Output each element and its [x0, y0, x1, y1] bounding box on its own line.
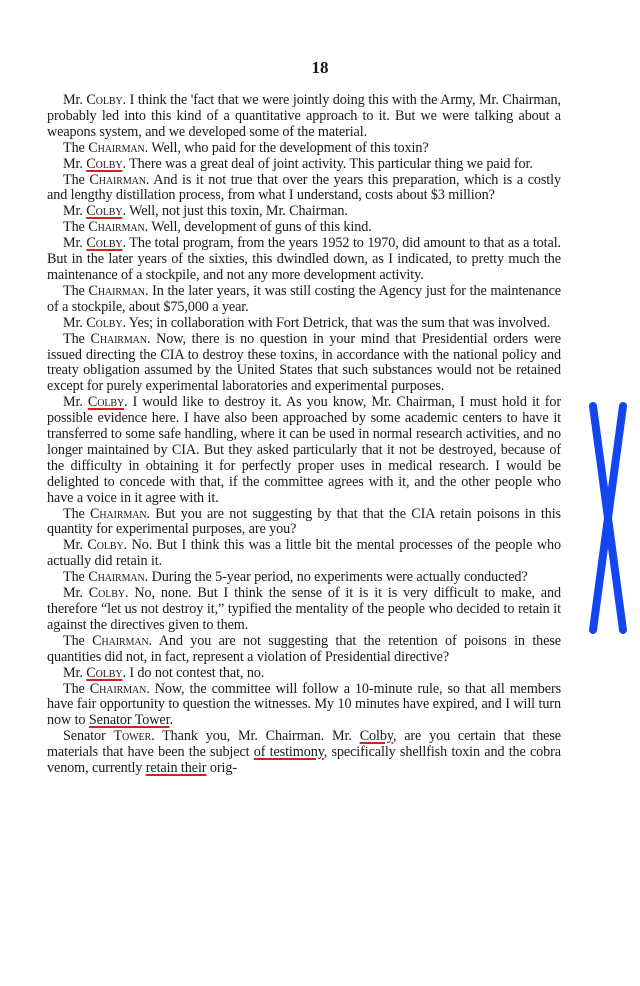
text-run: Mr. [63, 155, 87, 172]
text-run: The [63, 680, 90, 697]
paragraph [47, 666, 561, 682]
text-run: The [63, 171, 90, 188]
speaker-name: Colby [86, 314, 123, 331]
paragraph [47, 507, 561, 539]
text-run: . Well, development of guns of this kind. [144, 219, 372, 236]
text-run: . Yes; in collaboration with Fort Detrick, that was the sum that was involved. [122, 314, 551, 331]
paragraph [47, 332, 561, 396]
speaker-name: Colby [86, 203, 123, 220]
text-run: . No, none. But I think the sense of it is it is very difficult to make, and therefore “let us not destroy it,” typified the mentality of the people who decided to retain it against the directives given to them. [47, 585, 561, 633]
paragraph [47, 173, 561, 205]
text-run: Mr. [63, 203, 87, 220]
speaker-name: Chairman [88, 139, 145, 156]
speaker-name: Colby [86, 664, 123, 681]
speaker-name: Colby [87, 394, 125, 411]
speaker-name: Colby [86, 155, 123, 172]
speaker-name: Chairman [88, 569, 145, 586]
text-run: Mr. [63, 537, 88, 554]
paragraph [47, 157, 561, 173]
speaker-name: Chairman [89, 680, 147, 697]
page-number: 18 [311, 58, 329, 77]
speaker-name: Colby [87, 537, 124, 554]
text-run: Colby [359, 728, 393, 745]
paragraph [47, 316, 561, 332]
text-run: . Now, there is no question in your mind that Presidential orders were issued directing the CIA to destroy these toxins, in accordance with the national policy and treaty obligation assumed by the United States that such substances would not be retained except for purely experimental laboratories and experimental purposes. [47, 330, 561, 395]
paragraph [47, 586, 561, 634]
text-run: . And is it not true that over the years this preparation, which is a costly and lengthy distillation process, from what I understand, costs about $3 million? [47, 171, 561, 204]
speaker-name: Chairman [88, 282, 145, 299]
speaker-name: Chairman [92, 632, 149, 649]
margin-annotation-x-mark [588, 402, 628, 634]
text-run: . I would like to destroy it. As you know, Mr. Chairman, I must hold it for possible evidence here. I have also been approached by some academic centers to have it transferred to some safe handling, where it can be used in normal research activities, and no longer maintained by CIA. But they asked particularly that it not be destroyed, because of the difficulty in obtaining it for perfectly proper uses in medical research. I would be delighted to concede with that, if the committee agrees with it, and the other people who have a voice in it agree with it. [47, 394, 561, 506]
speaker-name: Chairman [90, 505, 147, 522]
paragraph [47, 729, 561, 777]
text-run: . During the 5-year period, no experiments were actually conducted? [144, 569, 528, 586]
text-run: The [63, 330, 91, 347]
text-run: . [169, 712, 173, 729]
text-run: . I do not contest that, no. [122, 664, 265, 681]
text-run: . The total program, from the years 1952 to 1970, did amount to that as a total. But in the later years of the sixties, this dwindled down, as I indicated, to pretty much the maintenance of a stockpile, and not any more development activity. [47, 235, 561, 283]
paragraph [47, 284, 561, 316]
paragraph [47, 570, 561, 586]
text-run: Mr. [63, 92, 87, 108]
text-run: Mr. [63, 314, 87, 331]
text-run: Senator [63, 728, 114, 745]
speaker-name: Tower [113, 728, 152, 745]
paragraph [47, 236, 561, 284]
text-run: . There was a great deal of joint activity. This particular thing we paid for. [122, 155, 533, 172]
text-run: . Now, the committee will follow a 10-minute rule, so that all members have fair opportunity to question the witnesses. My 10 minutes have expired, and I will turn now to [47, 680, 561, 729]
text-run: . And you are not suggesting that the retention of poisons in these quantities did not, in fact, represent a violation of Presidential directive? [47, 632, 561, 665]
text-run: . Well, not just this toxin, Mr. Chairman. [122, 203, 348, 220]
text-run: retain their [145, 760, 207, 777]
text-run: The [63, 139, 89, 156]
document-body [47, 93, 561, 777]
text-run: The [63, 282, 89, 299]
text-run: Mr. [63, 585, 89, 602]
text-run: The [63, 569, 89, 586]
text-run: Senator Tower [88, 712, 170, 729]
text-run: . But you are not suggesting by that that the CIA retain poisons in this quantity for experimental purposes, are you? [47, 505, 561, 538]
paragraph [47, 395, 561, 506]
text-run: Mr. [63, 664, 87, 681]
speaker-name: Chairman [90, 330, 147, 347]
text-run: orig- [206, 760, 237, 777]
text-run: . I think the 'fact that we were jointly doing this with the Army, Mr. Chairman, probably led into this kind of a quantitative approach to it. But we were talking about a weapons system, and we developed some of the material. [47, 92, 561, 140]
paragraph [47, 220, 561, 236]
text-run: Mr. [63, 235, 87, 252]
speaker-name: Chairman [88, 219, 145, 236]
text-run: The [63, 505, 91, 522]
speaker-name: Colby [86, 235, 123, 252]
speaker-name: Colby [88, 585, 125, 602]
paragraph [47, 634, 561, 666]
text-run: . Thank you, Mr. Chairman. Mr. [151, 728, 360, 745]
text-run: , are you certain that these materials that have been the subject [47, 728, 561, 761]
speaker-name: Chairman [89, 171, 146, 188]
paragraph [47, 204, 561, 220]
speaker-name: Colby [86, 92, 123, 108]
paragraph [47, 141, 561, 157]
text-run: . In the later years, it was still costing the Agency just for the maintenance of a stockpile, about $75,000 a year. [47, 282, 561, 315]
text-run: The [63, 632, 93, 649]
paragraph [47, 682, 561, 730]
text-run: . No. But I think this was a little bit the mental processes of the people who actually did retain it. [47, 537, 562, 570]
text-run: , specifically shellfish toxin and the cobra venom, currently [47, 744, 561, 777]
paragraph [47, 538, 561, 570]
text-run: . Well, who paid for the development of this toxin? [144, 139, 429, 156]
text-run: Mr. [63, 394, 88, 411]
text-run: The [63, 219, 89, 236]
text-run: of testimony [253, 744, 324, 761]
paragraph [47, 93, 561, 141]
